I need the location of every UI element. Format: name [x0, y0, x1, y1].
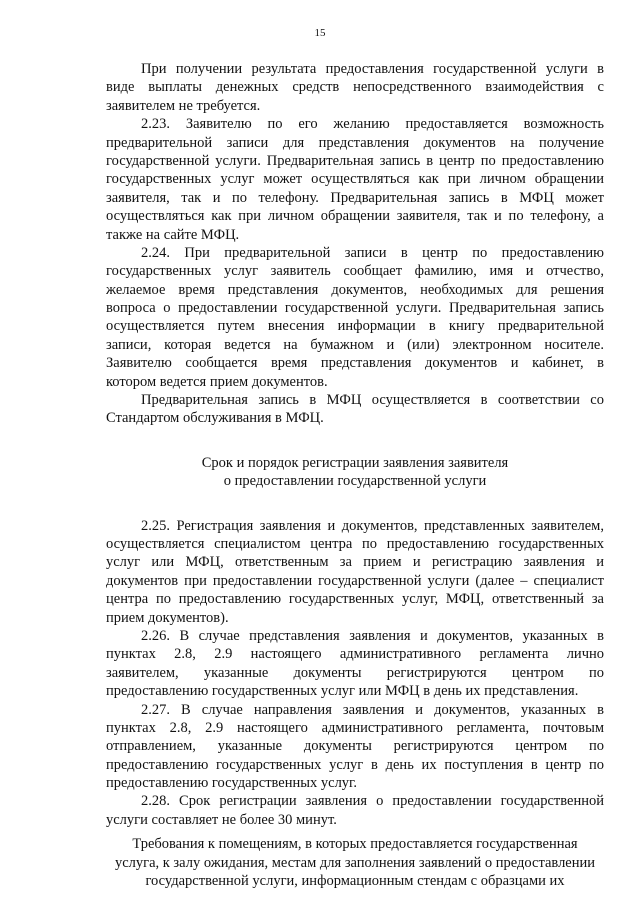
- paragraph-p-2-28: [106, 792, 604, 829]
- text-line: услуги составляет не более 30 минут.: [106, 811, 337, 828]
- text-line: 2.28. Срок регистрации заявления о предоставлении государственной: [141, 793, 604, 810]
- text-line: государственных услуг может осуществляться как при личном обращении: [106, 171, 604, 188]
- text-block-after-heading: [106, 517, 604, 830]
- text-line: также на сайте МФЦ.: [106, 226, 240, 243]
- paragraph-p-2-26: [106, 627, 604, 701]
- heading-line: Срок и порядок регистрации заявления заявителя: [201, 454, 509, 471]
- text-line: При получении результата предоставления государственной услуги в: [141, 61, 604, 77]
- heading-line: о предоставлении государственной услуги: [223, 473, 487, 490]
- text-line: 2.24. При предварительной записи в центр по предоставлению: [141, 244, 604, 261]
- text-line: заявителем, указанные документы регистрируются центром по: [106, 664, 604, 681]
- text-line: предоставлению государственных услуг или МФЦ в день их представления.: [106, 683, 579, 700]
- text-line: предоставлению государственных услуг в день их поступления в центр по: [106, 756, 604, 773]
- text-line: записи, которая ведется на бумажном и (или) электронном носителе.: [106, 336, 604, 353]
- text-line: государственной услуги. Предварительная запись в центр по предоставлению: [106, 152, 604, 169]
- text-line: 2.23. Заявителю по его желанию предоставляется возможность: [141, 116, 604, 133]
- document-body: [106, 60, 604, 890]
- text-line: предварительной записи для представления документов на получение: [106, 134, 604, 151]
- heading-line: государственной услуги, информационным стендам с образцами их: [145, 873, 565, 890]
- page-number: 15: [314, 27, 326, 39]
- paragraph-p-2-27: [106, 701, 604, 793]
- text-line: 2.26. В случае представления заявления и документов, указанных в: [141, 627, 604, 644]
- text-line: документов при предоставлении государственной услуги (далее – специалист: [106, 572, 604, 589]
- text-line: осуществляться как при личном обращении заявителя, так и по телефону, а: [106, 208, 604, 225]
- text-line: осуществляется путем внесения информации в книгу предварительной: [106, 318, 604, 335]
- text-line: заявителем не требуется.: [106, 97, 261, 114]
- text-line: виде выплаты денежных средств непосредственного взаимодействия с: [106, 79, 604, 96]
- text-line: Стандартом обслуживания в МФЦ.: [106, 410, 324, 427]
- section-heading: [106, 454, 604, 491]
- text-line: отправлением, указанные документы регистрируются центром по: [106, 738, 604, 755]
- paragraph-p-2-23: [106, 115, 604, 244]
- text-line: прием документов).: [106, 609, 229, 626]
- text-line: Заявителю сообщается время представления документов и кабинет, в: [106, 355, 604, 372]
- text-line: Предварительная запись в МФЦ осуществляется в соответствии со: [141, 392, 604, 409]
- text-line: услуг или МФЦ, ответственным за прием и регистрацию заявления и: [106, 554, 604, 571]
- paragraph-p-2-24: [106, 244, 604, 391]
- paragraph-p-mfc-standard: [106, 391, 604, 428]
- text-line: вопроса о предоставлении государственной услуги. Предварительная запись: [106, 300, 604, 317]
- text-line: 2.25. Регистрация заявления и документов, представленных заявителем,: [141, 517, 604, 534]
- text-line: центра по предоставлению государственных услуг, МФЦ, ответственный за: [106, 591, 604, 608]
- text-line: государственных услуг заявитель сообщает фамилию, имя и отчество,: [106, 263, 604, 280]
- paragraph-p-result: [106, 60, 604, 115]
- text-line: желаемое время представления документов, необходимых для решения: [106, 281, 604, 298]
- text-line: пунктах 2.8, 2.9 настоящего административного регламента лично: [106, 646, 604, 663]
- text-line: 2.27. В случае направления заявления и документов, указанных в: [141, 701, 604, 718]
- heading-line: Требования к помещениям, в которых предоставляется государственная: [132, 836, 578, 853]
- text-line: предоставлению государственных услуг.: [106, 775, 357, 792]
- closing-heading: [106, 835, 604, 890]
- text-line: котором ведется прием документов.: [106, 373, 328, 390]
- text-block-before-heading: [106, 60, 604, 428]
- text-line: заявителя, так и по телефону. Предварительная запись в МФЦ может: [106, 189, 604, 206]
- heading-line: услуга, к залу ожидания, местам для заполнения заявлений о предоставлении: [114, 854, 596, 871]
- paragraph-p-2-25: [106, 517, 604, 627]
- text-line: осуществляется специалистом центра по предоставлению государственных: [106, 535, 604, 552]
- text-line: пунктах 2.8, 2.9 настоящего административного регламента, почтовым: [106, 719, 604, 736]
